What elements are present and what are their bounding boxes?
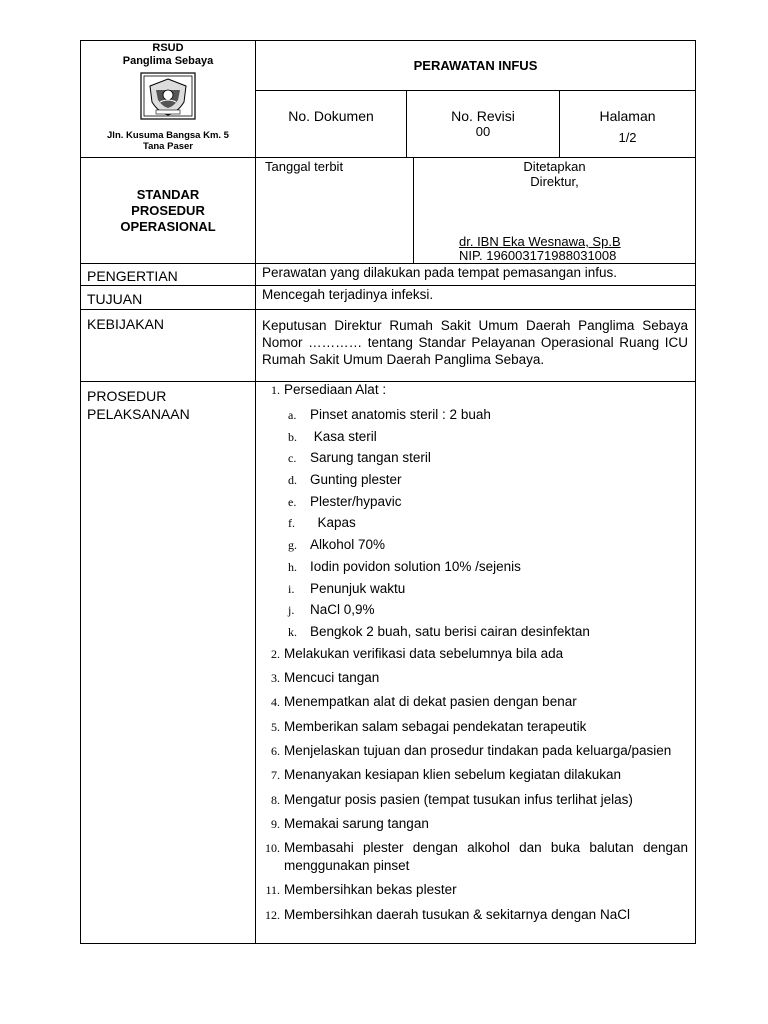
page-label: Halaman [599, 107, 656, 124]
kebijakan-number-placeholder: ………… [308, 335, 363, 350]
list-item: i. Penunjuk waktu [288, 580, 406, 596]
document-header [80, 40, 696, 158]
kebijakan-label: KEBIJAKAN [81, 310, 256, 382]
sop-table [80, 157, 696, 944]
approved-label: Ditetapkan [523, 159, 586, 174]
sop-title-line-2: PROSEDUR [131, 202, 205, 218]
list-item: 1. Persediaan Alat : [271, 382, 387, 397]
sop-title [81, 158, 256, 264]
address-line-2: Tana Paser [143, 141, 193, 152]
list-item: 7. Menanyakan kesiapan klien sebelum kegiatan dilakukan [271, 766, 621, 782]
sop-title-line-1: STANDAR [136, 186, 200, 202]
list-item: j. NaCl 0,9% [288, 602, 375, 618]
approved-by: Direktur, [530, 174, 579, 189]
revision-cell [407, 90, 560, 157]
list-item: 2. Melakukan verifikasi data sebelumnya bila ada [271, 645, 564, 661]
page-cell [560, 90, 696, 157]
pengertian-label: PENGERTIAN [81, 264, 256, 286]
procedure-steps-continued [258, 645, 688, 924]
hospital-identity [81, 41, 256, 158]
tool-list [258, 406, 688, 645]
list-item: c. Sarung tangan steril [288, 450, 431, 466]
signatory-name: dr. IBN Eka Wesnawa, Sp.B [459, 234, 621, 249]
kebijakan-text [256, 310, 696, 382]
hospital-logo-icon [140, 72, 196, 120]
list-item: d. Gunting plester [288, 472, 402, 488]
list-item: 5. Memberikan salam sebagai pendekatan terapeutik [271, 718, 587, 734]
sop-title-line-3: OPERASIONAL [120, 218, 216, 234]
org-name: Panglima Sebaya [122, 55, 214, 67]
page-value: 1/2 [618, 129, 637, 145]
list-item: h. Iodin povidon solution 10% /sejenis [288, 558, 521, 574]
procedure-steps [258, 381, 688, 399]
list-item: 12. Membersihkan daerah tusukan & sekitarnya dengan NaCl [265, 906, 630, 922]
tujuan-label: TUJUAN [81, 286, 256, 310]
prosedur-label-1: PROSEDUR [87, 388, 167, 404]
list-item: 8. Mengatur posis pasien (tempat tusukan infus terlihat jelas) [271, 791, 633, 807]
doc-number-label: No. Dokumen [256, 90, 407, 157]
revision-label: No. Revisi [451, 107, 515, 124]
list-item: a. Pinset anatomis steril : 2 buah [288, 407, 491, 422]
list-item: g. Alkohol 70% [288, 537, 386, 553]
list-item: e. Plester/hypavic [288, 493, 402, 509]
kebijakan-text-b: tentang Standar Pelayanan Operasional Ruang ICU Rumah Sakit Umum Daerah Panglima Sebaya. [262, 335, 688, 367]
approval-cell [414, 158, 696, 264]
list-item: 11. Membersihkan bekas plester [265, 881, 457, 897]
list-item: 3. Mencuci tangan [271, 669, 380, 685]
list-item: 10. Membasahi plester dengan alkohol dan buka balutan dengan menggunakan pinset [265, 839, 688, 873]
prosedur-label [81, 382, 256, 944]
revision-value: 00 [475, 123, 491, 139]
list-item: k. Bengkok 2 buah, satu berisi cairan desinfektan [288, 623, 590, 639]
list-item: 9. Memakai sarung tangan [271, 815, 429, 831]
issue-date-label: Tanggal terbit [256, 158, 414, 264]
prosedur-content [256, 382, 696, 944]
address-line-1: Jln. Kusuma Bangsa Km. 5 [107, 130, 229, 141]
list-item: 4. Menempatkan alat di dekat pasien dengan benar [271, 693, 577, 709]
list-item: 6. Menjelaskan tujuan dan prosedur tindakan pada keluarga/pasien [271, 742, 672, 758]
list-item: b. Kasa steril [288, 428, 377, 444]
document-title: PERAWATAN INFUS [256, 41, 696, 91]
list-item: f. Kapas [288, 515, 356, 531]
org-label: RSUD [152, 42, 184, 54]
signatory-nip: NIP. 196003171988031008 [459, 248, 617, 263]
prosedur-label-2: PELAKSANAAN [87, 406, 190, 422]
tujuan-text: Mencegah terjadinya infeksi. [256, 286, 696, 310]
kebijakan-text-a: Keputusan Direktur Rumah Sakit Umum Daerah Panglima Sebaya Nomor [262, 318, 688, 350]
pengertian-text: Perawatan yang dilakukan pada tempat pemasangan infus. [256, 264, 696, 286]
